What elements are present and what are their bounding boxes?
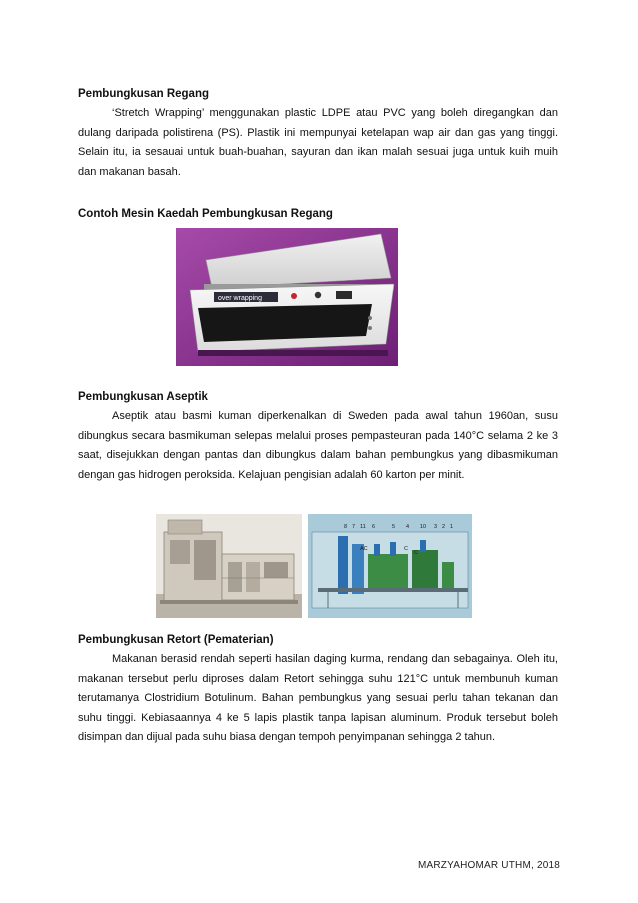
heading-machine-example: Contoh Mesin Kaedah Pembungkusan Regang [78, 208, 333, 220]
diagram-label-8: 8 [344, 524, 348, 530]
diagram-label-5: 5 [392, 524, 396, 530]
diagram-label-10: 10 [420, 524, 427, 530]
diagram-label-c1: C [404, 546, 408, 552]
aseptic-machine-photo [156, 514, 302, 618]
diagram-label-3: 3 [434, 524, 438, 530]
diagram-label-1: 1 [450, 524, 454, 530]
diagram-label-4: 4 [406, 524, 410, 530]
diagram-label-7: 7 [352, 524, 356, 530]
paragraph-aseptic: Aseptik atau basmi kuman diperkenalkan di Sweden pada awal tahun 1960an, susu dibungkus secara basmikuman selepas melalui proses pempasteuran pada 140°C selama 2 ke 3 saat, disejukkan dengan pantas dan dibungkus dalam bahan pembungkus yang dibasmikuman dengan gas hidrogen peroksida. Kelajuan pengisian adalah 60 karton per minit. [78, 410, 558, 481]
heading-stretch-wrapping: Pembungkusan Regang [78, 88, 209, 100]
diagram-label-11: 11 [360, 524, 366, 530]
overwrap-machine-illustration [176, 228, 398, 366]
machine-label-text: over wrapping [218, 295, 262, 302]
overwrap-machine-photo [176, 228, 398, 366]
aseptic-diagram-illustration [308, 514, 472, 618]
aseptic-machine-illustration [156, 514, 302, 618]
diagram-label-6: 6 [372, 524, 376, 530]
paragraph-retort: Makanan berasid rendah seperti hasilan daging kurma, rendang dan sebagainya. Oleh itu, makanan tersebut perlu diproses dalam Retort sehingga suhu 121°C untuk membunuh kuman terutamanya Clostridium Botulinum. Bahan pembungkus yang sesuai perlu tahan tekanan dan suhu tinggi. Kebiasaannya 4 ke 5 lapis plastik tanpa lapisan aluminum. Produk tersebut boleh disimpan dan dijual pada suhu biasa dengan tempoh penyimpanan sehingga 2 tahun. [78, 653, 558, 743]
paragraph-stretch-wrapping: ‘Stretch Wrapping’ menggunakan plastic LDPE atau PVC yang boleh diregangkan dan dulang daripada polistirena (PS). Plastik ini mempunyai ketelapan wap air dan gas yang tinggi. Selain itu, ia sesauai untuk buah-buahan, sayuran dan ikan malah sesuai juga untuk kuih muih dan makanan basah. [78, 107, 558, 178]
aseptic-process-diagram [308, 514, 472, 618]
heading-aseptic: Pembungkusan Aseptik [78, 391, 208, 403]
page-footer: MARZYAHOMAR UTHM, 2018 [417, 860, 560, 871]
heading-retort: Pembungkusan Retort (Pematerian) [78, 634, 274, 646]
diagram-label-2: 2 [442, 524, 446, 530]
diagram-label-ac: AC [360, 546, 368, 552]
diagram-label-c2: C [414, 550, 418, 556]
